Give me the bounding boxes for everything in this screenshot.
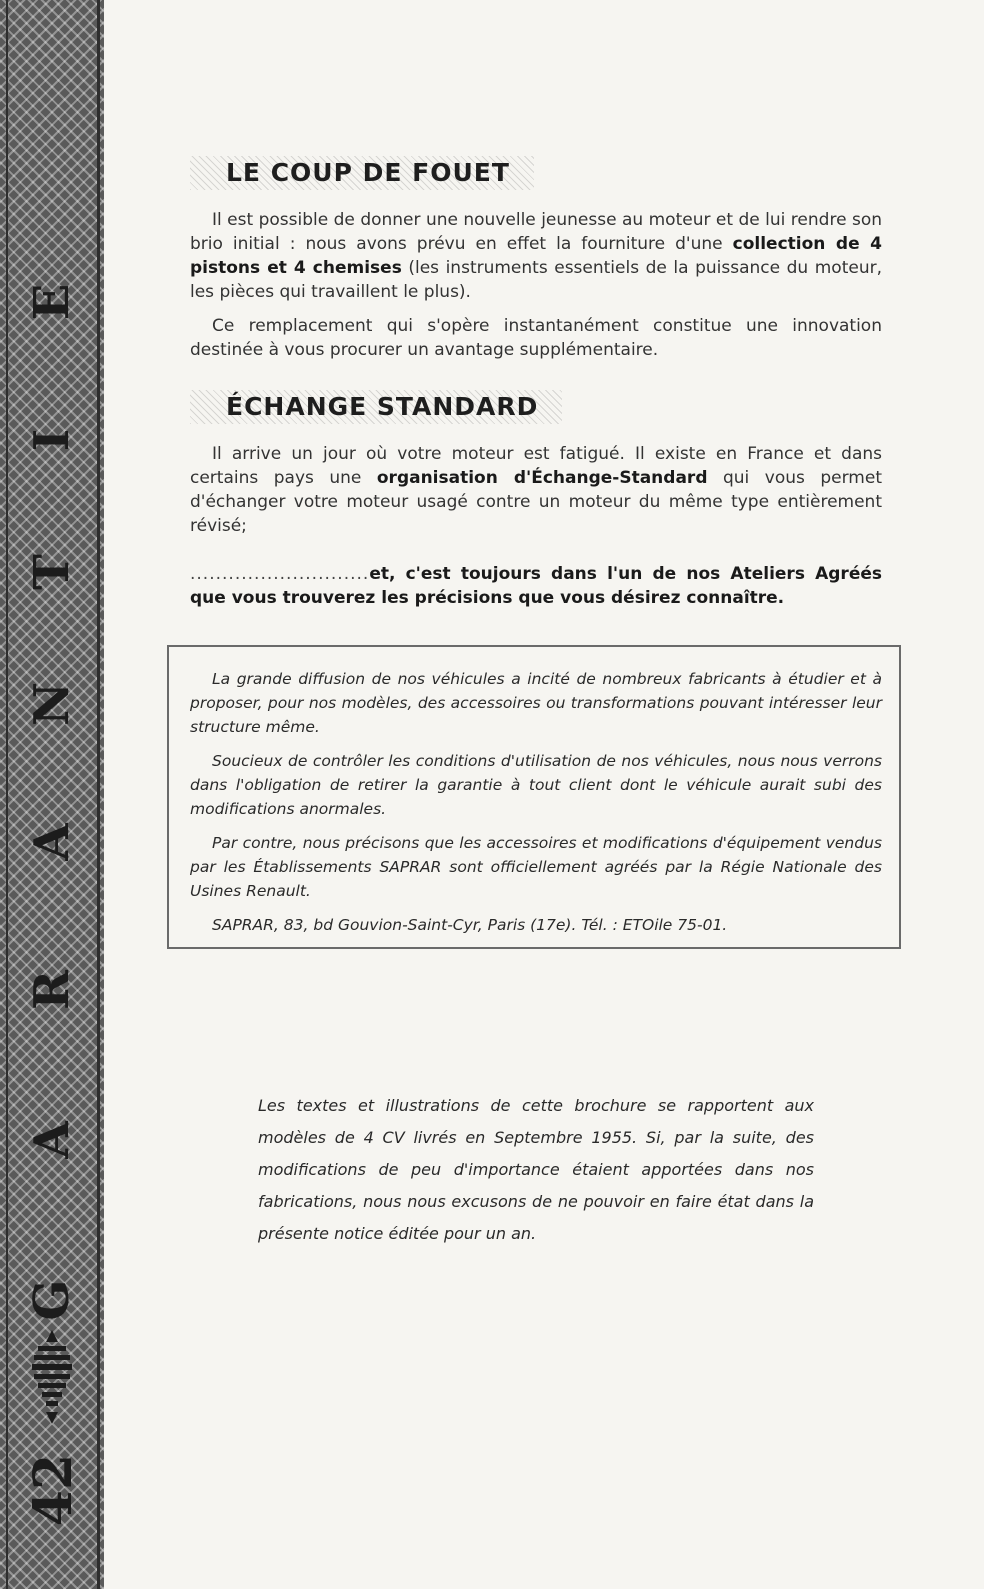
notice-paragraph bbox=[190, 831, 882, 903]
paragraph-text: qui vous permet d'échanger votre moteur usagé contre un moteur du même type entièrement révisé; bbox=[190, 468, 882, 536]
band-letter: E bbox=[24, 283, 80, 321]
paragraph-text: Ce remplacement qui s'opère instantanément constitue une innovation destinée à vous procurer un avantage supplémentaire. bbox=[190, 316, 882, 360]
notice-text: La grande diffusion de nos véhicules a incité de nombreux fabricants à étudier et à proposer, pour nos modèles, des accessoires ou transformations pouvant intéresser leur structure même. bbox=[190, 670, 882, 736]
paragraph bbox=[190, 208, 882, 304]
paragraph bbox=[190, 442, 882, 538]
band-letter: A bbox=[24, 1121, 80, 1159]
dot-leader: ............................ bbox=[190, 564, 370, 584]
paragraph-text: Il arrive un jour où votre moteur est fatigué. Il existe en France et dans certains pays une bbox=[190, 444, 882, 488]
paragraph-text: Il est possible de donner une nouvelle jeunesse au moteur et de lui rendre son brio initial : nous avons prévu en effet la fourniture d'une bbox=[190, 210, 882, 254]
closing-text: et, c'est toujours dans l'un de nos Ateliers Agréés que vous trouverez les précisions que vous désirez connaître. bbox=[190, 564, 882, 608]
side-band bbox=[0, 0, 104, 1589]
paragraph-text: (les instruments essentiels de la puissance du moteur, les pièces qui travaillent le plus). bbox=[190, 258, 882, 302]
paragraph-bold-text: organisation d'Échange-Standard bbox=[376, 468, 708, 488]
emblem-icon bbox=[32, 1328, 72, 1428]
paragraph bbox=[190, 314, 882, 362]
notice-text: Par contre, nous précisons que les accessoires et modifications d'équipement vendus par les Établissements SAPRAR sont officiellement agréés par la Régie Nationale des Usines Renault. bbox=[190, 834, 882, 900]
notice-paragraph bbox=[190, 667, 882, 739]
section-title-echange-standard: ÉCHANGE STANDARD bbox=[190, 390, 562, 424]
band-letter: N bbox=[24, 682, 80, 726]
band-letter: G bbox=[24, 1279, 80, 1321]
notice-text: Soucieux de contrôler les conditions d'utilisation de nos véhicules, nous nous verrons dans l'obligation de retirer la garantie à tout client dont le véhicule aurait subi des modifications anormales. bbox=[190, 752, 882, 818]
page-number: 42 bbox=[23, 1453, 84, 1527]
band-letter: I bbox=[24, 428, 80, 452]
band-letter: R bbox=[24, 970, 80, 1010]
address-text: SAPRAR, 83, bd Gouvion-Saint-Cyr, Paris (17e). Tél. : ETOile 75-01. bbox=[212, 916, 728, 934]
notice-paragraph bbox=[190, 749, 882, 821]
closing-paragraph bbox=[190, 562, 882, 610]
band-letter: T bbox=[24, 554, 80, 590]
brochure-note: Les textes et illustrations de cette brochure se rapportent aux modèles de 4 CV livrés en Septembre 1955. Si, par la suite, des modifications de peu d'importance étaient apportées dans nos fabrications, nous nous excusons de ne pouvoir en faire état dans la présente notice éditée pour un an. bbox=[258, 1096, 814, 1243]
section-title-coup-de-fouet: LE COUP DE FOUET bbox=[190, 156, 534, 190]
paragraph-bold-text: collection de 4 pistons et 4 chemises bbox=[190, 234, 882, 278]
notice-address bbox=[190, 913, 882, 937]
band-letter: A bbox=[24, 823, 80, 861]
